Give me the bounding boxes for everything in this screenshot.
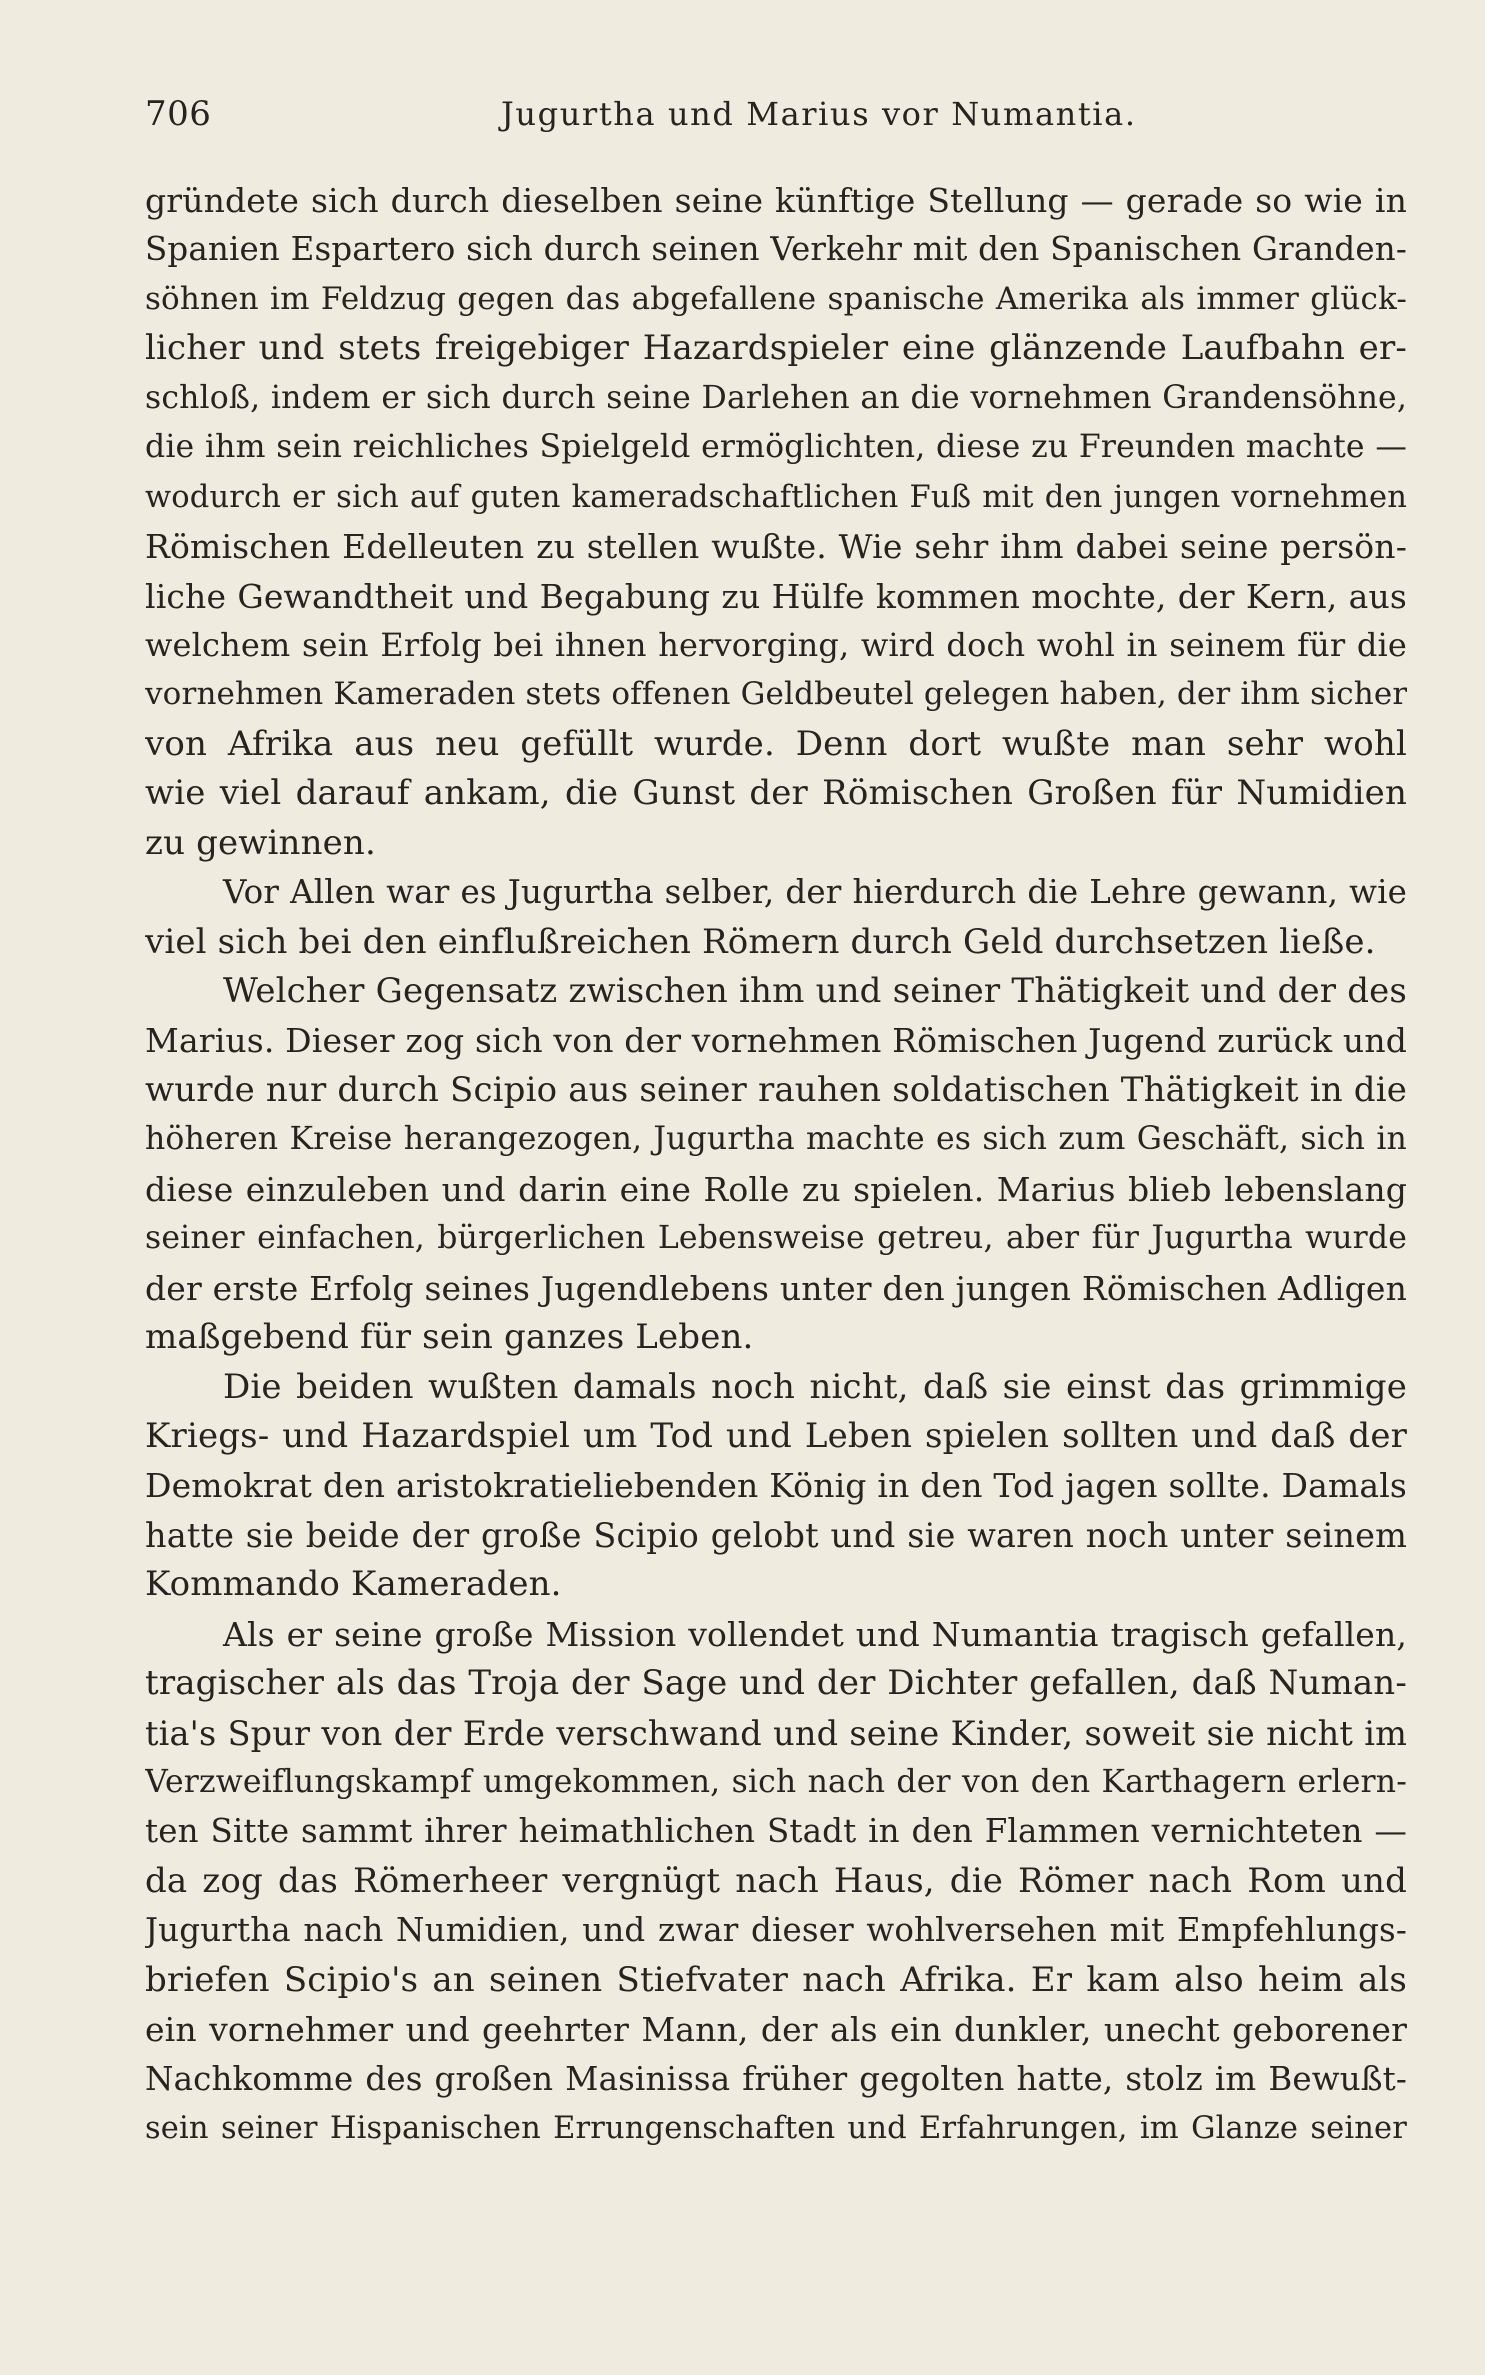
text-line: zu gewinnen. xyxy=(145,822,376,863)
text-line: vornehmen Kameraden stets offenen Geldbeutel gelegen haben, der ihm sicher xyxy=(145,676,1407,713)
text-line: tia's Spur von der Erde verschwand und seine Kinder, soweit sie nicht im xyxy=(145,1713,1407,1753)
text-line: da zog das Römerheer vergnügt nach Haus, die Römer nach Rom und xyxy=(145,1860,1407,1901)
text-line: licher und stets freigebiger Hazardspieler eine glänzende Laufbahn er- xyxy=(145,328,1407,369)
text-line: ein vornehmer und geehrter Mann, der als ein dunkler, unecht geborener xyxy=(145,2010,1407,2050)
text-line: briefen Scipio's an seinen Stiefvater nach Afrika. Er kam also heim als xyxy=(145,1959,1407,2000)
text-line: ten Sitte sammt ihrer heimathlichen Stadt in den Flammen vernichteten — xyxy=(145,1812,1407,1851)
text-line: sein seiner Hispanischen Errungenschaften und Erfahrungen, im Glanze seiner xyxy=(145,2111,1407,2147)
text-line: welchem sein Erfolg bei ihnen hervorging, wird doch wohl in seinem für die xyxy=(145,625,1407,664)
text-line: seiner einfachen, bürgerlichen Lebensweise getreu, aber für Jugurtha wurde xyxy=(145,1220,1407,1257)
text-line: maßgebend für sein ganzes Leben. xyxy=(145,1317,754,1358)
text-line: Römischen Edelleuten zu stellen wußte. Wie sehr ihm dabei seine persön- xyxy=(145,527,1407,567)
text-line: Demokrat den aristokratieliebenden König in den Tod jagen sollte. Damals xyxy=(145,1466,1407,1506)
text-line: wurde nur durch Scipio aus seiner rauhen soldatischen Thätigkeit in die xyxy=(145,1069,1407,1110)
text-line: der erste Erfolg seines Jugendlebens unter den jungen Römischen Adligen xyxy=(145,1268,1407,1308)
text-line: gründete sich durch dieselben seine künftige Stellung — gerade so wie in xyxy=(145,181,1407,220)
text-line: hatte sie beide der große Scipio gelobt und sie waren noch unter seinem xyxy=(145,1515,1407,1555)
text-line: Kommando Kameraden. xyxy=(145,1564,562,1605)
body-text xyxy=(145,176,1407,2154)
text-line: Nachkomme des großen Masinissa früher gegolten hatte, stolz im Bewußt- xyxy=(145,2059,1407,2098)
text-line: schloß, indem er sich durch seine Darlehen an die vornehmen Grandensöhne, xyxy=(145,379,1407,416)
text-line: Jugurtha nach Numidien, und zwar dieser wohlversehen mit Empfehlungs- xyxy=(145,1911,1407,1950)
text-line: liche Gewandtheit und Begabung zu Hülfe kommen mochte, der Kern, aus xyxy=(145,576,1407,616)
text-line: Spanien Espartero sich durch seinen Verkehr mit den Spanischen Granden- xyxy=(145,230,1407,269)
page-number: 706 xyxy=(145,94,212,134)
text-line: Die beiden wußten damals noch nicht, daß sie einst das grimmige xyxy=(223,1366,1407,1407)
text-line: Als er seine große Mission vollendet und Numantia tragisch gefallen, xyxy=(223,1614,1407,1654)
text-line: Kriegs- und Hazardspiel um Tod und Leben spielen sollten und daß der xyxy=(145,1415,1407,1456)
text-line: diese einzuleben und darin eine Rolle zu spielen. Marius blieb lebenslang xyxy=(145,1169,1407,1209)
text-line: die ihm sein reichliches Spielgeld ermöglichten, diese zu Freunden machte — xyxy=(145,429,1407,466)
running-title: Jugurtha und Marius vor Numantia. xyxy=(501,95,1137,133)
text-line: Marius. Dieser zog sich von der vornehmen Römischen Jugend zurück und xyxy=(145,1021,1407,1061)
text-line: Vor Allen war es Jugurtha selber, der hierdurch die Lehre gewann, wie xyxy=(223,873,1407,912)
text-line: viel sich bei den einflußreichen Römern durch Geld durchsetzen ließe. xyxy=(145,921,1376,962)
page-header xyxy=(145,88,1407,140)
text-line: tragischer als das Troja der Sage und der Dichter gefallen, daß Numan- xyxy=(145,1663,1407,1704)
text-line: wodurch er sich auf guten kameradschaftlichen Fuß mit den jungen vornehmen xyxy=(145,479,1407,515)
text-line: wie viel darauf ankam, die Gunst der Römischen Großen für Numidien xyxy=(145,773,1407,814)
text-line: söhnen im Feldzug gegen das abgefallene spanische Amerika als immer glück- xyxy=(145,280,1407,317)
text-line: von Afrika aus neu gefüllt wurde. Denn dort wußte man sehr wohl xyxy=(145,723,1407,764)
text-line: Welcher Gegensatz zwischen ihm und seiner Thätigkeit und der des xyxy=(223,971,1407,1011)
text-line: höheren Kreise herangezogen, Jugurtha machte es sich zum Geschäft, sich in xyxy=(145,1121,1407,1158)
text-line: Verzweiflungskampf umgekommen, sich nach der von den Karthagern erlern- xyxy=(145,1764,1407,1800)
